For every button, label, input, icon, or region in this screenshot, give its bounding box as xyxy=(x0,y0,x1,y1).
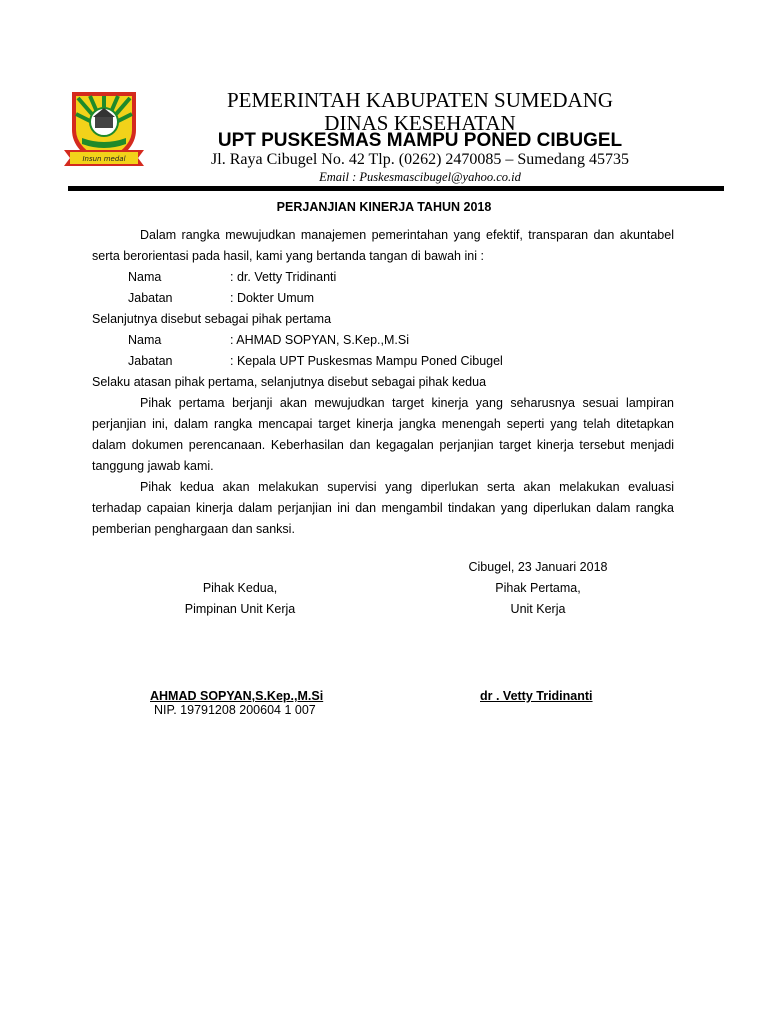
party2-position-label: Jabatan xyxy=(128,354,173,368)
signature-right-role: Pihak Pertama, xyxy=(495,581,581,595)
signature-left-unit: Pimpinan Unit Kerja xyxy=(184,602,296,616)
party2-position-row xyxy=(92,351,674,372)
signature-left-nip: NIP. 19791208 200604 1 007 xyxy=(154,703,316,717)
intro-paragraph: Dalam rangka mewujudkan manajemen pemerintahan yang efektif, transparan dan akuntabel serta berorientasi pada hasil, kami yang bertanda tangan di bawah ini : xyxy=(92,228,674,263)
letterhead-divider xyxy=(68,186,724,191)
supervision-paragraph: Pihak kedua akan melakukan supervisi yang diperlukan serta akan melakukan evaluasi terhadap capaian kinerja dalam perjanjian ini dan mengambil tindakan yang diperlukan dalam rangka pemberian penghargaan dan sanksi. xyxy=(92,480,674,536)
document-body xyxy=(92,225,674,540)
signature-right-name: dr . Vetty Tridinanti xyxy=(480,689,593,703)
sumedang-regency-emblem xyxy=(64,86,144,172)
signature-place-date: Cibugel, 23 Januari 2018 xyxy=(468,560,608,574)
party1-name-label: Nama xyxy=(128,270,162,284)
signature-left-name: AHMAD SOPYAN,S.Kep.,M.Si xyxy=(150,689,324,703)
signature-left xyxy=(140,581,340,623)
party1-note: Selanjutnya disebut sebagai pihak pertama xyxy=(92,312,332,326)
party1-name-value: : dr. Vetty Tridinanti xyxy=(230,270,337,284)
letterhead-department: DINAS KESEHATAN xyxy=(324,111,516,135)
signature-left-block xyxy=(150,689,323,717)
signature-right xyxy=(438,560,638,623)
letterhead-institution: UPT PUSKESMAS MAMPU PONED CIBUGEL xyxy=(217,130,623,151)
party1-position-row xyxy=(92,288,674,309)
party2-name-row xyxy=(92,330,674,351)
signature-right-unit: Unit Kerja xyxy=(510,602,566,616)
signature-left-role: Pihak Kedua, xyxy=(202,581,278,595)
commitment-paragraph: Pihak pertama berjanji akan mewujudkan target kinerja yang seharusnya sesuai lampiran perjanjian ini, dalam rangka mencapai target kinerja jangka menengah seperti yang telah ditetapkan dalam dokumen perencanaan. Keberhasilan dan kegagalan perjanjian target kinerja tersebut menjadi tanggung jawab kami. xyxy=(92,396,674,473)
party1-position-value: : Dokter Umum xyxy=(230,291,315,305)
party2-name-label: Nama xyxy=(128,333,162,347)
signature-right-block xyxy=(480,689,593,703)
document-title: PERJANJIAN KINERJA TAHUN 2018 xyxy=(276,200,492,214)
party2-note: Selaku atasan pihak pertama, selanjutnya disebut sebagai pihak kedua xyxy=(92,375,487,389)
letterhead-address: Jl. Raya Cibugel No. 42 Tlp. (0262) 2470085 – Sumedang 45735 xyxy=(211,151,629,168)
letterhead-email: Email : Puskesmascibugel@yahoo.co.id xyxy=(319,170,521,184)
emblem-building xyxy=(95,116,113,128)
party2-position-value: : Kepala UPT Puskesmas Mampu Poned Cibugel xyxy=(230,354,503,368)
party1-name-row xyxy=(92,267,674,288)
letterhead-government: PEMERINTAH KABUPATEN SUMEDANG xyxy=(226,88,614,112)
emblem-motto: Insun medal xyxy=(82,155,126,163)
party1-position-label: Jabatan xyxy=(128,291,173,305)
party2-name-value: : AHMAD SOPYAN, S.Kep.,M.Si xyxy=(230,333,409,347)
